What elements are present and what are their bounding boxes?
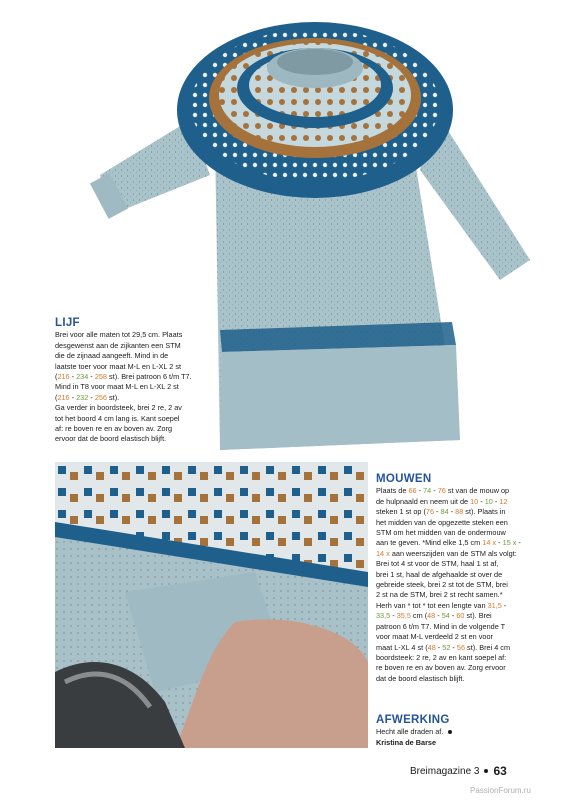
page-number: 63 [493, 764, 507, 778]
text-line: Ga verder in boordsteek, brei 2 re, 2 av [55, 403, 182, 413]
text-line: af: re boven re en av boven av. Zorg [55, 424, 173, 434]
text-line: gebreide steek, brei 2 st tot de STM, brei [376, 580, 508, 590]
lijf-section [55, 318, 227, 445]
text-line: ervoor dat de boord elastisch blijft. [55, 434, 167, 444]
text-line: patroon 6 t/m T7. Mind in de volgende T [376, 621, 506, 631]
text-line: voor maat M-L verdeeld 2 st en voor [376, 632, 493, 642]
text-line: boordsteek: 2 re, 2 av en kant soepel af: [376, 652, 507, 662]
mouwen-body [376, 486, 536, 684]
lijf-body [55, 330, 227, 444]
author-name: Kristina de Barse [376, 737, 437, 747]
text-line: tot het boord 4 cm lang is. Kant soepel [55, 413, 180, 423]
text-line: Plaats de 66 - 74 - 76 st van de mouw op [376, 486, 510, 496]
page-footer [410, 764, 507, 778]
text-line: Brei tot 4 st voor de STM, haal 1 st af, [376, 559, 499, 569]
lijf-heading: LIJF [55, 317, 80, 329]
mouwen-heading: MOUWEN [376, 473, 432, 485]
end-bullet-icon [448, 730, 452, 734]
mouwen-section [376, 474, 536, 684]
text-line: steken 1 st op (76 - 84 - 88 st). Plaats in [376, 507, 506, 517]
text-line: aan te geven. *Mind elke 1,5 cm 14 x - 15 x - [376, 538, 521, 548]
text-line: (216 - 234 - 258 st). Brei patroon 6 t/m T7. [55, 372, 192, 382]
text-line: de hulpnaald en neem uit de 10 - 10 - 12 [376, 496, 508, 506]
bullet-icon [484, 769, 488, 773]
text-line: Herh van * tot * tot een lengte van 31,5 - [376, 600, 507, 610]
text-line: dat de boord elastisch blijft. [376, 673, 465, 683]
text-line: die de zijnaad aangeeft. Mind in de [55, 351, 169, 361]
text-line: Mind in T8 voor maat M-L en L-XL 2 st [55, 382, 179, 392]
magazine-name: Breimagazine 3 [410, 765, 480, 777]
text-line: (216 - 232 - 256 st). [55, 392, 120, 402]
text-line: STM om het midden van de ondermouw [376, 528, 506, 538]
text-line: maat L-XL 4 st (48 - 52 - 56 st). Brei 4 cm [376, 642, 511, 652]
text-line: laatste toer voor maat M-L en L-XL 2 st [55, 361, 181, 371]
text-line: het midden van de opgezette steken een [376, 517, 508, 527]
text-line: 2 st na de STM, brei 2 st recht samen.* [376, 590, 503, 600]
afwerking-heading: AFWERKING [376, 714, 450, 726]
closeup-photo [55, 462, 368, 748]
afwerking-section [376, 715, 536, 748]
watermark: PassionForum.ru [470, 786, 531, 795]
text-line: 33,5 - 35,5 cm (48 - 54 - 60 st). Brei [376, 611, 492, 621]
text-line: 14 x aan weerszijden van de STM als volgt: [376, 548, 517, 558]
text-line: re boven re en av boven av. Zorg ervoor [376, 663, 506, 673]
text-line: Brei voor alle maten tot 29,5 cm. Plaats [55, 330, 183, 340]
text-line: brei 1 st, haal de afgehaalde st over de [376, 569, 503, 579]
text-line: desgewenst aan de zijkanten een STM [55, 340, 181, 350]
afwerking-text: Hecht alle draden af. [376, 727, 444, 737]
